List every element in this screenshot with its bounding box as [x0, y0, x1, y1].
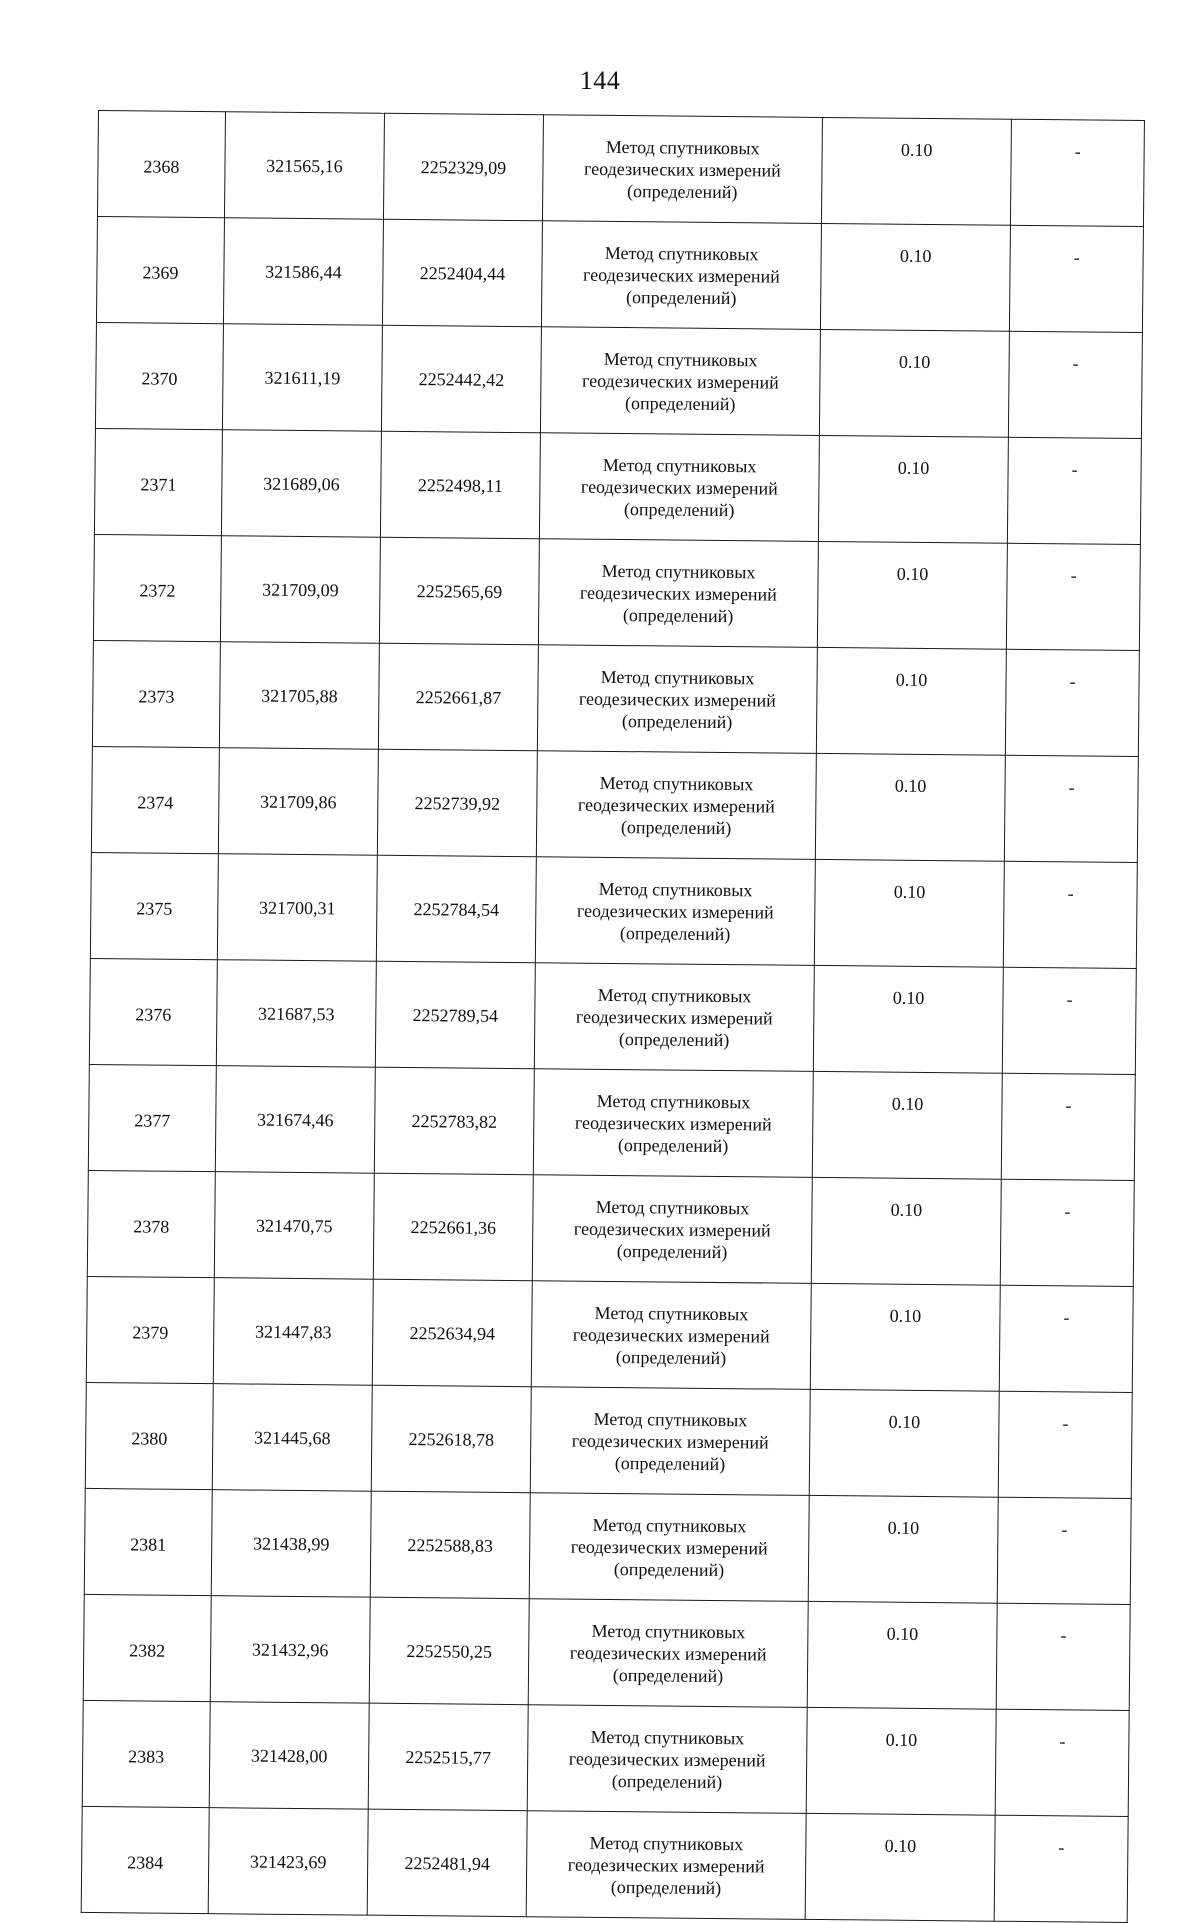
method-line: геодезических измерений: [572, 1324, 770, 1347]
x-coordinate-cell: [219, 642, 379, 750]
y-coordinate-cell: [371, 1385, 531, 1493]
method-line: (определений): [624, 392, 736, 414]
accuracy-value-cell: [808, 1495, 998, 1603]
point-number-cell: [97, 111, 225, 218]
y-coordinate-cell: [373, 1173, 533, 1281]
method-line: геодезических измерений: [569, 1642, 767, 1664]
y-coordinate: 2252618,78: [408, 1428, 495, 1450]
method-line: геодезических измерений: [568, 1748, 766, 1770]
note-value: -: [1060, 1625, 1067, 1646]
x-coordinate-cell: [211, 1490, 371, 1598]
table-row: [88, 1064, 1135, 1180]
method-line: (определений): [619, 922, 731, 944]
accuracy-value: 0.10: [900, 139, 933, 161]
point-number-cell: [90, 852, 218, 959]
note-value-cell: [999, 1285, 1133, 1392]
method-line: Метод спутниковых: [594, 1302, 749, 1324]
y-coordinate: 2252739,92: [414, 792, 501, 814]
point-number-cell: [85, 1382, 213, 1489]
y-coordinate-cell: [382, 219, 542, 327]
note-value: -: [1058, 1837, 1065, 1858]
accuracy-value: 0.10: [886, 1623, 919, 1644]
method-cell: [538, 539, 818, 648]
note-value: -: [1072, 353, 1079, 374]
x-coordinate-cell: [208, 1808, 368, 1916]
accuracy-value: 0.10: [888, 1411, 921, 1432]
method-line: Метод спутниковых: [599, 772, 754, 794]
x-coordinate: 321674,46: [256, 1109, 334, 1130]
x-coordinate: 321432,96: [251, 1639, 329, 1660]
y-coordinate-cell: [379, 537, 539, 645]
note-value-cell: [1005, 649, 1139, 756]
coordinates-table-wrapper: [81, 110, 1138, 1923]
method-line: (определений): [620, 816, 732, 838]
method-line: Метод спутниковых: [597, 984, 752, 1006]
y-coordinate-cell: [369, 1597, 529, 1705]
y-coordinate: 2252634,94: [409, 1322, 496, 1344]
method-line: геодезических измерений: [576, 900, 774, 923]
accuracy-value-cell: [818, 435, 1008, 543]
accuracy-value: 0.10: [887, 1517, 920, 1538]
point-number: 2382: [129, 1639, 166, 1661]
table-row: [92, 640, 1139, 756]
note-value: -: [1059, 1731, 1066, 1752]
x-coordinate: 321709,09: [262, 579, 339, 600]
table-row: [83, 1594, 1130, 1710]
y-coordinate-cell: [372, 1279, 532, 1387]
method-line: геодезических измерений: [583, 158, 781, 181]
y-coordinate-cell: [370, 1491, 530, 1599]
point-number-cell: [94, 428, 222, 535]
point-number-cell: [91, 746, 219, 853]
y-coordinate-cell: [375, 961, 535, 1069]
method-line: Метод спутниковых: [593, 1408, 748, 1430]
x-coordinate: 321687,53: [257, 1003, 335, 1024]
accuracy-value: 0.10: [891, 1093, 924, 1114]
accuracy-value: 0.10: [894, 775, 927, 796]
method-cell: [526, 1811, 806, 1920]
point-number: 2374: [137, 791, 174, 813]
y-coordinate: 2252550,25: [406, 1640, 493, 1662]
note-value-cell: [994, 1815, 1128, 1922]
y-coordinate-cell: [383, 113, 543, 221]
y-coordinate: 2252783,82: [411, 1110, 498, 1132]
accuracy-value-cell: [807, 1601, 997, 1709]
point-number-cell: [89, 958, 217, 1065]
x-coordinate: 321447,83: [254, 1321, 332, 1342]
y-coordinate: 2252442,42: [418, 368, 505, 390]
y-coordinate: 2252481,94: [404, 1852, 491, 1874]
point-number-cell: [84, 1488, 212, 1595]
note-value: -: [1062, 1413, 1069, 1434]
accuracy-value-cell: [812, 1071, 1002, 1179]
method-line: (определений): [621, 710, 733, 732]
method-line: Метод спутниковых: [592, 1514, 747, 1536]
note-value-cell: [1008, 331, 1142, 438]
method-line: (определений): [612, 1664, 724, 1686]
method-cell: [532, 1175, 812, 1284]
table-row: [91, 746, 1138, 862]
point-number: 2378: [133, 1215, 170, 1237]
method-cell: [528, 1599, 808, 1708]
note-value: -: [1071, 459, 1078, 480]
table-row: [85, 1382, 1132, 1498]
method-line: Метод спутниковых: [596, 1090, 751, 1112]
method-cell: [541, 221, 821, 330]
note-value: -: [1074, 141, 1081, 162]
accuracy-value-cell: [816, 647, 1006, 755]
point-number: 2371: [140, 473, 177, 495]
point-number: 2376: [135, 1003, 172, 1025]
point-number: 2381: [130, 1533, 167, 1555]
y-coordinate-cell: [378, 643, 538, 751]
point-number-cell: [86, 1276, 214, 1383]
method-line: (определений): [615, 1346, 727, 1368]
method-line: (определений): [614, 1452, 726, 1474]
method-line: геодезических измерений: [574, 1112, 772, 1135]
table-row: [95, 322, 1142, 438]
x-coordinate: 321705,88: [261, 685, 338, 706]
y-coordinate: 2252784,54: [413, 898, 500, 920]
method-cell: [537, 645, 817, 754]
note-value-cell: [1006, 543, 1140, 650]
note-value-cell: [1007, 437, 1141, 544]
table-row: [81, 1806, 1128, 1922]
method-cell: [529, 1493, 809, 1602]
method-line: Метод спутниковых: [605, 136, 760, 158]
accuracy-value: 0.10: [893, 881, 926, 902]
method-line: Метод спутниковых: [602, 454, 757, 476]
accuracy-value-cell: [810, 1283, 1000, 1391]
note-value-cell: [996, 1603, 1130, 1710]
y-coordinate: 2252661,36: [410, 1216, 497, 1238]
point-number: 2373: [138, 685, 175, 707]
x-coordinate-cell: [214, 1172, 374, 1280]
table-row: [97, 111, 1144, 227]
accuracy-value-cell: [821, 117, 1011, 225]
table-row: [93, 534, 1140, 650]
method-cell: [534, 963, 814, 1072]
accuracy-value: 0.10: [895, 669, 928, 690]
note-value-cell: [1002, 967, 1136, 1074]
method-line: (определений): [623, 498, 735, 520]
note-value: -: [1064, 1201, 1071, 1222]
note-value: -: [1066, 989, 1073, 1010]
table-row: [94, 428, 1141, 544]
x-coordinate-cell: [217, 854, 377, 962]
note-value: -: [1069, 671, 1076, 692]
y-coordinate: 2252329,09: [420, 156, 507, 178]
accuracy-value-cell: [809, 1389, 999, 1497]
page-number: 144: [579, 66, 621, 95]
table-row: [90, 852, 1137, 968]
x-coordinate-cell: [210, 1596, 370, 1704]
y-coordinate-cell: [376, 855, 536, 963]
accuracy-value-cell: [815, 753, 1005, 861]
accuracy-value: 0.10: [897, 457, 930, 478]
method-cell: [530, 1387, 810, 1496]
y-coordinate: 2252404,44: [419, 262, 506, 284]
method-line: (определений): [616, 1240, 728, 1262]
accuracy-value: 0.10: [884, 1835, 917, 1856]
x-coordinate: 321565,16: [266, 155, 343, 176]
note-value: -: [1061, 1519, 1068, 1540]
method-line: Метод спутниковых: [603, 348, 758, 370]
x-coordinate-cell: [209, 1702, 369, 1810]
coordinates-table-body: [81, 111, 1144, 1923]
note-value-cell: [1010, 119, 1144, 226]
accuracy-value: 0.10: [898, 351, 931, 373]
table-row: [96, 216, 1143, 332]
accuracy-value-cell: [817, 541, 1007, 649]
method-line: геодезических измерений: [580, 476, 778, 499]
accuracy-value-cell: [819, 329, 1009, 437]
method-line: геодезических измерений: [579, 582, 777, 605]
method-cell: [536, 751, 816, 860]
table-row: [86, 1276, 1133, 1392]
method-line: геодезических измерений: [571, 1430, 769, 1452]
method-line: Метод спутниковых: [604, 242, 759, 264]
x-coordinate-cell: [215, 1066, 375, 1174]
method-line: геодезических измерений: [570, 1536, 768, 1558]
point-number: 2379: [132, 1321, 169, 1343]
y-coordinate-cell: [380, 431, 540, 539]
table-row: [82, 1700, 1129, 1816]
note-value-cell: [1001, 1073, 1135, 1180]
accuracy-value: 0.10: [885, 1729, 918, 1750]
y-coordinate-cell: [381, 325, 541, 433]
x-coordinate: 321428,00: [250, 1745, 328, 1766]
method-line: геодезических измерений: [581, 370, 779, 393]
method-line: Метод спутниковых: [598, 878, 753, 900]
accuracy-value-cell: [805, 1813, 995, 1921]
note-value-cell: [1009, 225, 1143, 332]
accuracy-value-cell: [814, 859, 1004, 967]
method-line: (определений): [625, 286, 737, 308]
method-line: геодезических измерений: [567, 1854, 765, 1876]
accuracy-value: 0.10: [890, 1199, 923, 1220]
x-coordinate-cell: [222, 324, 382, 432]
note-value-cell: [997, 1497, 1131, 1604]
y-coordinate-cell: [367, 1809, 527, 1917]
point-number-cell: [87, 1170, 215, 1277]
x-coordinate-cell: [216, 960, 376, 1068]
table-row: [89, 958, 1136, 1074]
point-number: 2372: [139, 579, 176, 601]
y-coordinate: 2252498,11: [417, 474, 503, 496]
accuracy-value-cell: [811, 1177, 1001, 1285]
method-line: геодезических измерений: [578, 688, 776, 711]
method-cell: [540, 327, 820, 436]
point-number: 2383: [128, 1745, 165, 1767]
x-coordinate-cell: [221, 430, 381, 538]
y-coordinate-cell: [377, 749, 537, 857]
note-value: -: [1067, 883, 1074, 904]
table-row: [84, 1488, 1131, 1604]
x-coordinate-cell: [218, 748, 378, 856]
accuracy-value: 0.10: [889, 1305, 922, 1326]
method-line: геодезических измерений: [582, 264, 780, 287]
point-number: 2377: [134, 1109, 171, 1131]
coordinates-table: [81, 110, 1145, 1923]
y-coordinate-cell: [374, 1067, 534, 1175]
point-number-cell: [82, 1700, 210, 1807]
y-coordinate-cell: [368, 1703, 528, 1811]
method-cell: [527, 1705, 807, 1814]
accuracy-value: 0.10: [896, 563, 929, 584]
point-number-cell: [81, 1806, 209, 1913]
accuracy-value-cell: [806, 1707, 996, 1815]
point-number: 2368: [143, 155, 180, 177]
accuracy-value: 0.10: [899, 245, 932, 267]
method-line: Метод спутниковых: [600, 666, 755, 688]
x-coordinate-cell: [212, 1384, 372, 1492]
point-number-cell: [93, 534, 221, 641]
point-number: 2369: [142, 261, 179, 283]
point-number-cell: [92, 640, 220, 747]
method-cell: [533, 1069, 813, 1178]
method-line: геодезических измерений: [577, 794, 775, 817]
method-line: (определений): [622, 604, 734, 626]
x-coordinate: 321700,31: [259, 897, 336, 918]
method-line: (определений): [618, 1028, 730, 1050]
point-number: 2375: [136, 897, 173, 919]
x-coordinate: 321689,06: [263, 473, 340, 494]
method-line: Метод спутниковых: [601, 560, 756, 582]
method-line: Метод спутниковых: [595, 1196, 750, 1218]
point-number: 2380: [131, 1427, 168, 1449]
x-coordinate: 321438,99: [252, 1533, 330, 1554]
note-value-cell: [1000, 1179, 1134, 1286]
method-line: (определений): [617, 1134, 729, 1156]
accuracy-value-cell: [813, 965, 1003, 1073]
point-number-cell: [95, 322, 223, 429]
note-value-cell: [1003, 861, 1137, 968]
method-line: (определений): [626, 180, 738, 202]
x-coordinate: 321611,19: [264, 367, 341, 388]
method-line: (определений): [613, 1558, 725, 1580]
x-coordinate: 321709,86: [260, 791, 337, 812]
method-line: геодезических измерений: [573, 1218, 771, 1241]
y-coordinate: 2252661,87: [415, 686, 502, 708]
method-line: Метод спутниковых: [590, 1726, 745, 1748]
point-number-cell: [83, 1594, 211, 1701]
x-coordinate: 321586,44: [265, 261, 342, 282]
y-coordinate: 2252789,54: [412, 1004, 499, 1026]
y-coordinate: 2252515,77: [405, 1746, 492, 1768]
x-coordinate: 321445,68: [253, 1427, 331, 1448]
note-value-cell: [1004, 755, 1138, 862]
method-cell: [535, 857, 815, 966]
x-coordinate-cell: [224, 112, 384, 220]
y-coordinate: 2252565,69: [416, 580, 503, 602]
point-number-cell: [96, 216, 224, 323]
method-line: (определений): [611, 1770, 723, 1792]
method-cell: [531, 1281, 811, 1390]
method-line: (определений): [610, 1876, 722, 1898]
point-number-cell: [88, 1064, 216, 1171]
point-number: 2384: [127, 1851, 164, 1873]
point-number: 2370: [141, 367, 178, 389]
note-value-cell: [998, 1391, 1132, 1498]
method-cell: [542, 115, 822, 224]
method-line: геодезических измерений: [575, 1006, 773, 1029]
x-coordinate: 321423,69: [249, 1851, 327, 1872]
y-coordinate: 2252588,83: [407, 1534, 494, 1556]
x-coordinate-cell: [213, 1278, 373, 1386]
x-coordinate-cell: [223, 218, 383, 326]
table-row: [87, 1170, 1134, 1286]
x-coordinate-cell: [220, 536, 380, 644]
note-value: -: [1068, 777, 1075, 798]
accuracy-value: 0.10: [892, 987, 925, 1008]
accuracy-value-cell: [820, 223, 1010, 331]
method-line: Метод спутниковых: [589, 1832, 744, 1854]
note-value-cell: [995, 1709, 1129, 1816]
note-value: -: [1063, 1307, 1070, 1328]
note-value: -: [1065, 1095, 1072, 1116]
method-cell: [539, 433, 819, 542]
x-coordinate: 321470,75: [255, 1215, 333, 1236]
method-line: Метод спутниковых: [591, 1620, 746, 1642]
note-value: -: [1070, 565, 1077, 586]
note-value: -: [1073, 247, 1080, 268]
